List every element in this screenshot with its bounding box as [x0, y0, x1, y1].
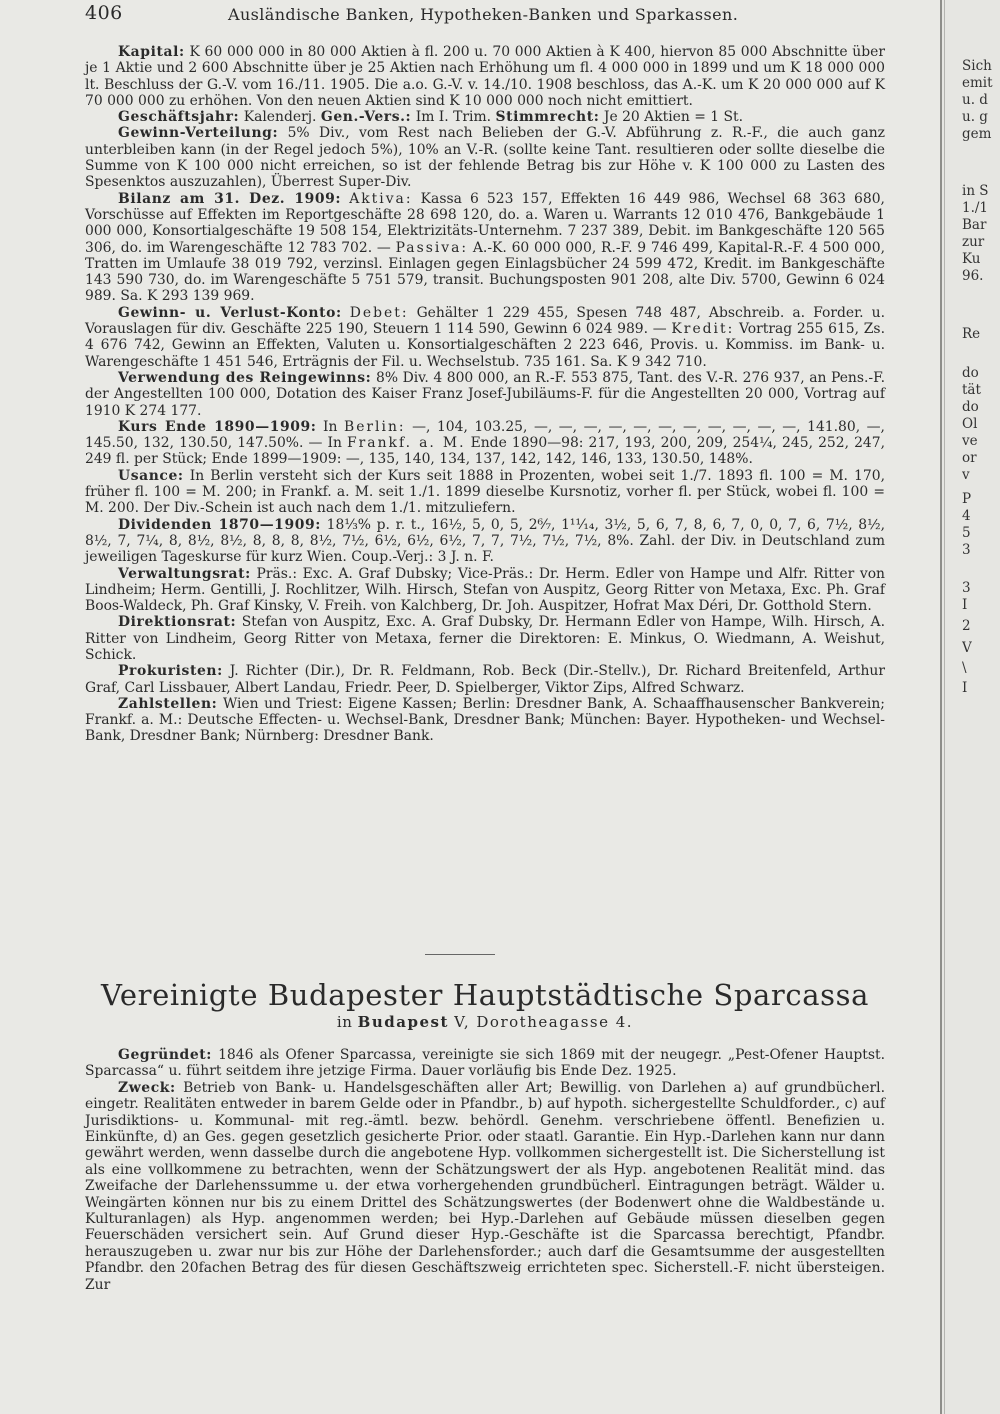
margin-fragment: 3 [962, 542, 971, 558]
gewinnverteilung-label: Gewinn-Verteilung: [118, 125, 279, 142]
margin-fragment: Ku [962, 251, 981, 267]
margin-fragment: 1./1 [962, 200, 989, 216]
margin-fragment: in S [962, 183, 989, 199]
page-header [85, 2, 885, 28]
bilanz-paragraph [85, 191, 885, 305]
subtitle-in: in [336, 1013, 353, 1031]
kurs-text-c: Ende 1890—98: 217, 193, 200, 209, 254¼, 245, 252, 247, 249 fl. per Stück; Ende 1899—1909: —, 135, 140, 134, 137, 142, 142, 146, 133, 130.50, 148%. [85, 435, 886, 468]
dividenden-paragraph [85, 517, 885, 566]
zweck-text: Betrieb von Bank- u. Handelsgeschäften aller Art; Bewillig. von Darlehen a) auf grundbücherl. eingetr. Realitäten entweder in barem Gelde oder in Pfandbr., b) auf hypoth. sichergestellte Schuldforder., c) auf Jurisdiktions- u. Kommunal- mit reg.-ämtl. bezw. behördl. Genehm. verschriebene öffentl. Benefizien u. Einkünfte, d) an Ges. gegen gesetzlich gesicherte Prior. oder staatl. Garantie. Ein Hyp.-Darlehen kann nur dann gewährt werden, wenn dasselbe durch die angebotene Hyp. vollkommen sichergestellt ist. Die Sicherstellung ist als eine vollkommene zu betrachten, wenn der Schätzungswert der als Hyp. angebotenen Realität mind. das Zweifache der Darlehenssumme u. der etwa vorhergehenden grundbücherl. Eintragungen beträgt. Wälder u. Weingärten können nur bis zu einem Drittel des Schätzungswertes (der Bodenwert ohne die Waldbestände u. Kulturanlagen) als Hyp. angenommen werden; bei Hyp.-Darlehen auf Gebäude müssen dieselben gegen Feuerschäden versichert sein. Auf Grund dieser Hyp.-Geschäfte ist die Sparcassa berechtigt, Pfandbr. herauszugeben u. zwar nur bis zur Höhe der Darlehensforder.; auch darf die Gesamtsumme der ausgestellten Pfandbr. den 20fachen Betrag des für diesen Geschäftszweig errichteten spec. Sicherstell.-F. nicht übersteigen. Zur [85, 1079, 885, 1293]
stimmrecht-text: Je 20 Aktien = 1 St. [603, 109, 744, 126]
zahlstellen-text: Wien und Triest: Eigene Kassen; Berlin: Dresdner Bank, A. Schaaffhausenscher Bankverein; Frankf. a. M.: Deutsche Effecten- u. Wechsel-Bank, Dresdner Bank; München: Bayer. Hypotheken- und Wechsel-Bank, Dresdner Bank; Nürnberg: Dresdner Bank. [85, 695, 885, 745]
zahlstellen-paragraph [85, 696, 885, 745]
prokuristen-paragraph [85, 663, 885, 696]
gegruendet-label: Gegründet: [118, 1047, 213, 1063]
margin-fragment: v [962, 467, 970, 483]
kurs-frankf: Frankf. a. M. [347, 435, 466, 452]
kurs-text-a: In [323, 418, 338, 435]
kurs-text-b: —, 104, 103.25, —, —, —, —, —, —, —, —, —, —, —, 141.80, —, 145.50, 132, 130.50, 147.50%. — In [85, 418, 885, 452]
margin-fragment: gem [962, 126, 992, 142]
margin-fragment: 96. [962, 268, 984, 284]
margin-fragment: V [962, 640, 972, 656]
margin-fragment: 3 [962, 580, 971, 596]
margin-fragment: I [962, 597, 968, 613]
passiva-label: Passiva: [395, 239, 469, 256]
gegruendet-text: 1846 als Ofener Sparcassa, vereinigte sie sich 1869 mit der neugegr. „Pest-Ofener Hauptst. Sparcassa“ u. führt seitdem ihre jetzige Firma. Dauer vorläufig bis Ende Dez. 1925. [85, 1047, 885, 1080]
kurs-berlin: Berlin: [343, 418, 406, 435]
zweck-label: Zweck: [118, 1079, 176, 1096]
debet-label: Debet: [349, 304, 409, 321]
margin-fragment: zur [962, 234, 985, 250]
usance-paragraph [85, 468, 885, 517]
kredit-text: Vortrag 255 615, Zs. 4 676 742, Gewinn an Effekten, Valuten u. Konsortialgeschäften 2 223 646, Provis. u. Kommiss. im Bank- u. Warengeschäfte 1 451 546, Erträgnis der Fil. u. Wechselstub. 735 161. Sa. K 9 342 710. [85, 321, 885, 370]
gewinnverteilung-paragraph [85, 125, 885, 190]
direktionsrat-paragraph [85, 614, 885, 663]
verwendung-paragraph [85, 370, 885, 419]
kurs-paragraph [85, 419, 885, 468]
direktionsrat-text: Stefan von Auspitz, Exc. A. Graf Dubsky, Dr. Hermann Edler von Hampe, Wilh. Hirsch, A. Ritter von Lindheim, Georg Ritter von Metaxa, ferner die Direktoren: E. Minkus, O. Wiedmann, A. Weishut, Schick. [85, 614, 885, 663]
margin-fragment: Bar [962, 217, 987, 233]
dividenden-text: 18⅓% p. r. t., 16½, 5, 0, 5, 2⁶⁄₇, 1¹¹⁄₁₄, 3½, 5, 6, 7, 8, 6, 7, 0, 0, 7, 6, 7½, 8½, 8½, 7, 7¼, 8, 8½, 8½, 8, 8, 8, 8½, 7½, 6½, 6½, 6½, 7, 7, 7½, 7½, 7½, 8%. Zahl. der Div. in Deutschland zum jeweiligen Tageskurse für kurz Wien. Coup.-Verj.: 3 J. n. F. [85, 516, 886, 566]
meta-paragraph [85, 109, 885, 125]
usance-text: In Berlin versteht sich der Kurs seit 1888 in Prozenten, wobei seit 1./7. 1893 fl. 100 = M. 170, früher fl. 100 = M. 200; in Frankf. a. M. seit 1./1. 1899 dieselbe Kursnotiz, vorher fl. per Stück, wobei fl. 100 = M. 200. Der Div.-Schein ist auch nach dem 1./1. mitzuliefern. [85, 467, 885, 517]
passiva-text: A.-K. 60 000 000, R.-F. 9 746 499, Kapital-R.-F. 4 500 000, Tratten im Umlaufe 38 019 792, verzinsl. Einlagen gegen Einlagsbücher 24 599 472, Kredit. im Bankgeschäfte 143 590 730, do. im Warengeschäfte 5 751 579, transit. Buchungsposten 901 208, alte Div. 5700, Gewinn 6 024 989. Sa. K 293 139 969. [85, 239, 885, 305]
prokuristen-label: Prokuristen: [118, 663, 223, 680]
aktiva-label: Aktiva: [349, 190, 413, 207]
subtitle-address: V, Dorotheagasse 4. [454, 1013, 634, 1031]
margin-fragment: do [962, 365, 979, 381]
genvers-text: Im I. Trim. [415, 109, 492, 126]
margin-fragment: u. g [962, 109, 988, 125]
margin-fragment: Re [962, 326, 981, 342]
verwendung-text: 8% Div. 4 800 000, an R.-F. 553 875, Tant. des V.-R. 276 937, an Pens.-F. der Angestellten 100 000, Dotation des Kaiser Franz Josef-Jubiläums-F. für die Angestellten 20 000, Vortrag auf 1910 K 274 177. [85, 369, 885, 419]
margin-fragment: do [962, 399, 979, 415]
stimmrecht-label: Stimmrecht: [495, 109, 600, 126]
subtitle-city: Budapest [357, 1013, 449, 1031]
verwaltungsrat-label: Verwaltungsrat: [118, 565, 251, 582]
margin-fragment: 4 [962, 508, 971, 524]
margin-fragment: or [962, 450, 977, 466]
geschaeftsjahr-text: Kalenderj. [243, 109, 317, 126]
usance-label: Usance: [118, 467, 184, 484]
kurs-label: Kurs Ende 1890—1909: [118, 418, 317, 435]
gewinnverteilung-text: 5% Div., vom Rest nach Belieben der G.-V. Abführung z. R.-F., die auch ganz unterbleiben kann (in der Regel jedoch 5%), 10% an V.-R. (sollte keine Tant. resultieren oder sollte dieselbe die Summe von K 100 000 nicht erreichen, so ist der fehlende Betrag bis zur Höhe v. K 100 000 zu Lasten des Spesenktos auszuzahlen), Überrest Super-Div. [85, 125, 885, 191]
verwendung-label: Verwendung des Reingewinns: [118, 369, 372, 386]
margin-fragment: 5 [962, 525, 971, 541]
facing-page-margin [962, 0, 1000, 1414]
running-head: Ausländische Banken, Hypotheken-Banken und Sparkassen. [228, 5, 739, 24]
entry-title: Vereinigte Budapester Hauptstädtische Sparcassa [101, 978, 869, 1012]
margin-fragment: emit [962, 75, 993, 91]
margin-fragment: tät [962, 382, 981, 398]
kredit-label: Kredit: [671, 321, 735, 338]
kapital-paragraph [85, 44, 885, 109]
direktionsrat-label: Direktionsrat: [118, 614, 237, 631]
kapital-text: K 60 000 000 in 80 000 Aktien à fl. 200 u. 70 000 Aktien à K 400, hiervon 85 000 Abschnitte über je 1 Aktie und 2 600 Abschnitte über je 25 Aktien nach Erhöhung um fl. 4 000 000 in 1899 und um K 18 000 000 lt. Beschluss der G.-V. vom 16./11. 1905. Die a.o. G.-V. v. 14./10. 1908 beschloss, das A.-K. um K 20 000 000 auf K 70 000 000 zu erhöhen. Von den neuen Aktien sind K 10 000 000 noch nicht emittiert. [85, 44, 886, 109]
guv-paragraph [85, 305, 885, 370]
zweck-paragraph [85, 1080, 885, 1293]
verwaltungsrat-paragraph [85, 566, 885, 615]
margin-fragment: 2 [962, 618, 971, 634]
bilanz-label: Bilanz am 31. Dez. 1909: [118, 190, 342, 207]
geschaeftsjahr-label: Geschäftsjahr: [118, 109, 240, 126]
margin-fragment: P [962, 491, 972, 507]
page-number: 406 [85, 2, 123, 24]
section-divider [425, 954, 495, 955]
bank-entry-continued [85, 44, 885, 745]
margin-fragment: \ [962, 660, 967, 676]
guv-label: Gewinn- u. Verlust-Konto: [118, 304, 342, 321]
zahlstellen-label: Zahlstellen: [118, 695, 218, 712]
gegruendet-paragraph [85, 1047, 885, 1080]
page-gutter-shadow [944, 0, 945, 1414]
page-gutter [940, 0, 942, 1414]
genvers-label: Gen.-Vers.: [320, 109, 412, 126]
entry-subtitle [85, 1013, 885, 1031]
margin-fragment: u. d [962, 92, 988, 108]
prokuristen-text: J. Richter (Dir.), Dr. R. Feldmann, Rob. Beck (Dir.-Stellv.), Dr. Richard Breitenfeld, Arthur Graf, Carl Lissbauer, Albert Landau, Friedr. Peer, D. Spielberger, Viktor Zips, Alfred Schwarz. [85, 663, 885, 696]
debet-text: Gehälter 1 229 455, Spesen 748 487, Abschreib. a. Forder. u. Vorauslagen für div. Geschäfte 225 190, Steuern 1 114 590, Gewinn 6 024 989. — [85, 304, 885, 338]
margin-fragment: Sich [962, 58, 992, 74]
kapital-label: Kapital: [118, 44, 185, 60]
margin-fragment: ve [962, 433, 978, 449]
margin-fragment: Ol [962, 416, 978, 432]
aktiva-text: Kassa 6 523 157, Effekten 16 449 986, Wechsel 68 363 680, Vorschüsse auf Effekten im Reportgeschäfte 28 698 120, do. a. Waren u. Warrants 12 010 476, Bankgebäude 1 000 000, Konsortialgeschäfte 19 508 154, Elektrizitäts-Unternehm. 7 237 389, Debit. im Bankgeschäfte 120 565 306, do. im Warengeschäfte 12 783 702. — [85, 190, 885, 256]
margin-fragment: I [962, 680, 968, 696]
dividenden-label: Dividenden 1870—1909: [118, 516, 321, 533]
verwaltungsrat-text: Präs.: Exc. A. Graf Dubsky; Vice-Präs.: Dr. Herm. Edler von Hampe und Alfr. Ritter von Lindheim; Herm. Gentilli, J. Rochlitzer, Wilh. Hirsch, Stefan von Auspitz, Georg Ritter von Metaxa, Exc. Ph. Graf Boos-Waldeck, Ph. Graf Kinsky, V. Freih. von Kalchberg, Dr. Joh. Auspitzer, Hofrat Max Déri, Dr. Gotthold Stern. [85, 565, 886, 615]
sparcassa-entry [85, 1047, 885, 1293]
